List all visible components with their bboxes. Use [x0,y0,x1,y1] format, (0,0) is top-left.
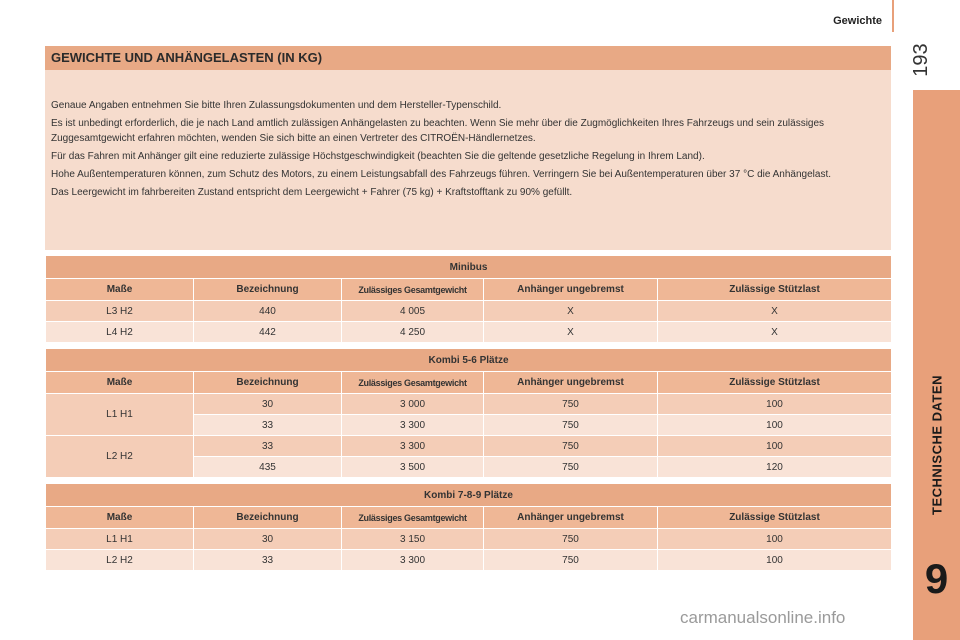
table-row [46,322,892,343]
table-cell: 33 [194,436,342,457]
table-cell-mass: L2 H2 [46,436,194,478]
column-header: Zulässiges Gesamtgewicht [342,372,484,394]
column-header: Anhänger ungebremst [484,372,658,394]
table-cell: 100 [658,394,892,415]
column-header: Bezeichnung [194,372,342,394]
table-cell: 4 250 [342,322,484,343]
table-caption: Minibus [46,256,892,279]
column-header: Bezeichnung [194,507,342,529]
column-header: Zulässige Stützlast [658,279,892,301]
table-row [46,301,892,322]
info-paragraph: Für das Fahren mit Anhänger gilt eine reduzierte zulässige Höchstgeschwindigkeit (beachten Sie die geltende gesetzliche Regelung in Ihrem Land). [51,151,705,162]
info-paragraph: Hohe Außentemperaturen können, zum Schutz des Motors, zu einem Leistungsabfall des Fahrzeugs führen. Verringern Sie bei Außentemperaturen über 37 °C die Anhängelast. [51,169,832,180]
table-cell: 33 [194,550,342,571]
table-cell: 3 150 [342,529,484,550]
table-cell: 3 300 [342,415,484,436]
table-cell: 435 [194,457,342,478]
table-row [46,436,892,457]
header-divider [892,0,894,32]
table-cell: 4 005 [342,301,484,322]
table-cell: 100 [658,550,892,571]
table-cell: 750 [484,529,658,550]
table-cell: X [658,322,892,343]
column-header: Anhänger ungebremst [484,507,658,529]
table-cell: X [484,301,658,322]
table-cell: X [658,301,892,322]
table-cell: 750 [484,457,658,478]
chapter-number: 9 [924,555,949,602]
column-header: Maße [46,279,194,301]
column-header: Maße [46,507,194,529]
section-title: GEWICHTE UND ANHÄNGELASTEN (IN KG) [45,46,891,70]
table-cell: 33 [194,415,342,436]
column-header: Zulässige Stützlast [658,507,892,529]
table-cell: L1 H1 [46,529,194,550]
info-paragraph: Das Leergewicht im fahrbereiten Zustand entspricht dem Leergewicht + Fahrer (75 kg) + Kraftstofftank zu 90% gefüllt. [51,187,573,198]
page-number: 193 [910,43,932,77]
info-box [45,70,891,250]
column-header: Anhänger ungebremst [484,279,658,301]
column-header: Zulässiges Gesamtgewicht [342,507,484,529]
chapter-label: Gewichte [833,15,882,27]
table-cell: 30 [194,394,342,415]
table-caption: Kombi 5-6 Plätze [46,349,892,372]
table-cell: X [484,322,658,343]
table-cell: 750 [484,436,658,457]
table-caption: Kombi 7-8-9 Plätze [46,484,892,507]
table-cell: L3 H2 [46,301,194,322]
kombi-7-8-9-table [45,483,892,571]
table-cell-mass: L1 H1 [46,394,194,436]
table-cell: 442 [194,322,342,343]
minibus-table [45,255,892,343]
column-header: Zulässiges Gesamtgewicht [342,279,484,301]
chapter-side-title-text: TECHNISCHE DATEN [929,375,944,515]
info-paragraph: Es ist unbedingt erforderlich, die je nach Land amtlich zulässigen Anhängelasten zu beachten. Wenn Sie mehr über die Zugmöglichkeiten Ihres Fahrzeugs und sein zulässiges Zuggesamtgewicht erfahren möchten, wenden Sie sich bitte an einen Vertreter des CITROËN-Händlernetzes. [51,118,825,144]
table-cell: 100 [658,415,892,436]
table-cell: 30 [194,529,342,550]
table-cell: 750 [484,394,658,415]
column-header: Maße [46,372,194,394]
table-cell: 440 [194,301,342,322]
table-cell: 100 [658,529,892,550]
table-cell: L2 H2 [46,550,194,571]
table-cell: 120 [658,457,892,478]
column-header: Bezeichnung [194,279,342,301]
chapter-side-title [913,345,960,545]
table-cell: 3 500 [342,457,484,478]
table-cell: 100 [658,436,892,457]
kombi-5-6-table [45,348,892,478]
table-cell: 750 [484,415,658,436]
info-paragraph: Genaue Angaben entnehmen Sie bitte Ihren Zulassungsdokumenten und dem Hersteller-Typenschild. [51,100,502,111]
watermark: carmanualsonline.info [680,608,846,627]
table-cell: 3 000 [342,394,484,415]
table-row [46,550,892,571]
table-row [46,394,892,415]
column-header: Zulässige Stützlast [658,372,892,394]
table-row [46,529,892,550]
table-cell: 3 300 [342,550,484,571]
table-cell: 3 300 [342,436,484,457]
table-cell: L4 H2 [46,322,194,343]
table-cell: 750 [484,550,658,571]
